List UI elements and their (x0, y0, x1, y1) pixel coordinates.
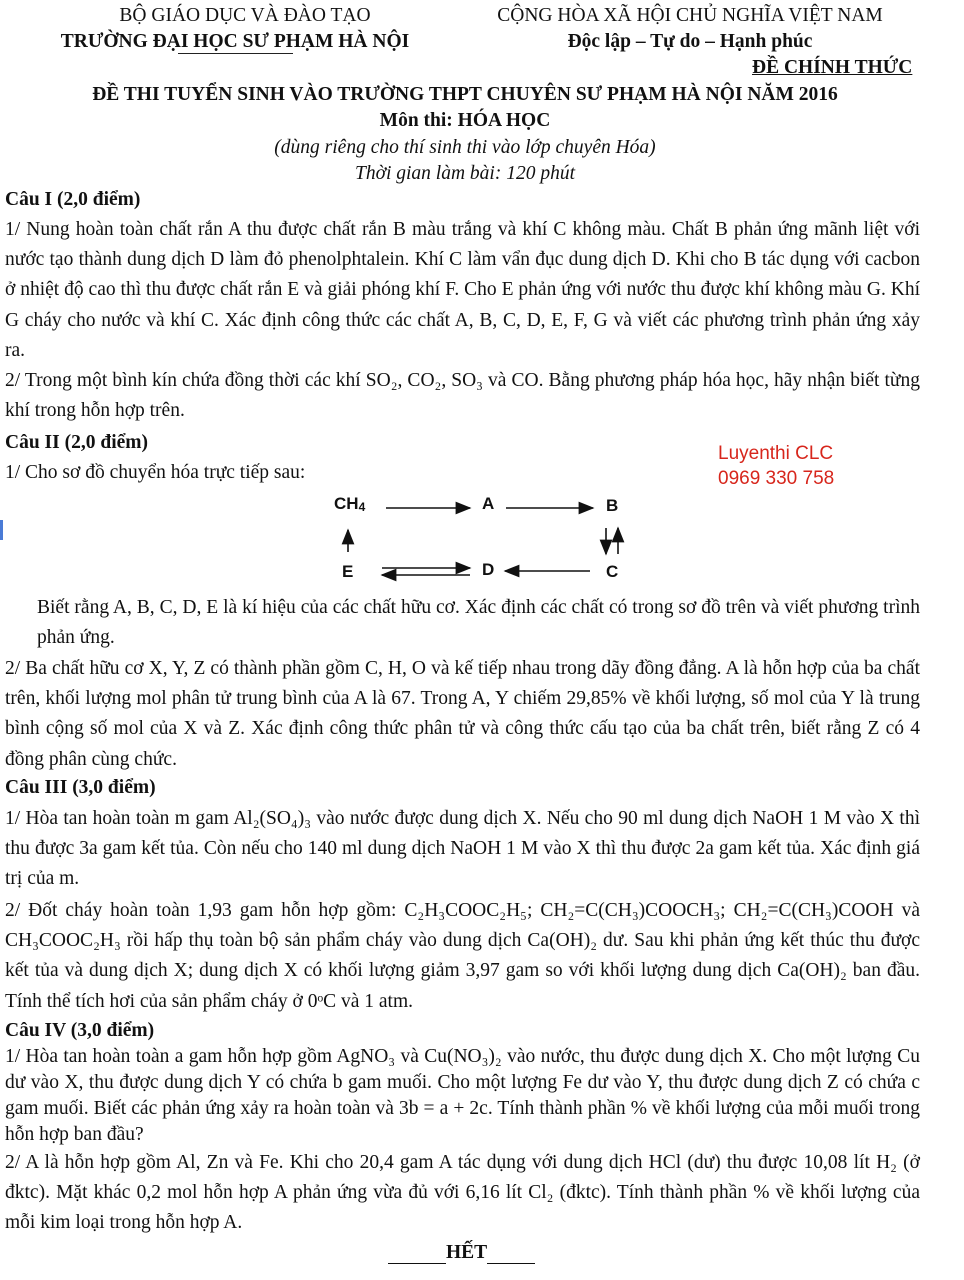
question-3-part-1: 1/ Hòa tan hoàn toàn m gam Al₂(SO₄)₃ vào nước được dung dịch X. Nếu cho 90 ml dung dịch NaOH 1 M vào X thì thu được 3a gam kết tủa. Còn nếu cho 140 ml dung dịch NaOH 1 M vào X thì thu được 2a gam kết tủa. Xác định giá trị của m. (5, 808, 920, 890)
conversion-diagram (300, 490, 660, 590)
watermark-stamp-name: Luyenthi CLC (718, 443, 834, 464)
republic-name: CỘNG HÒA XÃ HỘI CHỦ NGHĨA VIỆT NAM (497, 5, 883, 26)
question-4-part-1: 1/ Hòa tan hoàn toàn a gam hỗn hợp gồm AgNO₃ và Cu(NO₃)₂ vào nước, thu được dung dịch X. Cho một lượng Cu dư vào X, thu được dung dịch Y có chứa b gam muối. Cho một lượng Fe dư vào Y, thu được dung dịch Z có chứa c gam muối. Biết các phản ứng xảy ra hoàn toàn và 3b = a + 2c. Tính thành phần % về khối lượng của mỗi muối trong hỗn hợp ban đầu? (5, 1046, 920, 1145)
page-edge-mark (0, 520, 3, 540)
official-mark: ĐỀ CHÍNH THỨC (752, 57, 913, 78)
question-2-part-2: 2/ Ba chất hữu cơ X, Y, Z có thành phần gồm C, H, O và kế tiếp nhau trong dãy đồng đẳng. A là hỗn hợp của ba chất trên, khối lượng mol phân tử trung bình của A là 67. Trong A, Y chiếm 29,85% về khối lượng, số mol của Y là trung bình cộng số mol của X và Z. Xác định công thức phân tử và công thức cấu tạo của ba chất trên, biết rằng Z có 4 đồng phân cùng chức. (5, 658, 920, 770)
end-mark: HẾT (388, 1242, 535, 1264)
ministry-name: BỘ GIÁO DỤC VÀ ĐÀO TẠO (119, 5, 371, 26)
diagram-node-b: B (606, 496, 619, 515)
question-4-title: Câu IV (3,0 điểm) (5, 1020, 155, 1041)
diagram-node-e: E (342, 562, 354, 581)
national-motto: Độc lập – Tự do – Hạnh phúc (567, 31, 813, 52)
question-3-part-2: 2/ Đốt cháy hoàn toàn 1,93 gam hỗn hợp gồm: C₂H₃COOC₂H₅; CH₂=C(CH₃)COOCH₃; CH₂=C(CH₃)COOH và CH₃COOC₂H₃ rồi hấp thụ toàn bộ sản phẩm cháy vào dung dịch Ca(OH)₂ dư. Sau khi phản ứng kết thúc thu được kết tủa và dung dịch X; dung dịch X có khối lượng giảm 3,97 gam so với khối lượng dung dịch Ca(OH)₂ ban đầu. Tính thể tích hơi của sản phẩm cháy ở 0ᵒC và 1 atm. (5, 900, 920, 1012)
watermark-stamp-phone: 0969 330 758 (718, 468, 835, 489)
question-4-part-2: 2/ A là hỗn hợp gồm Al, Zn và Fe. Khi cho 20,4 gam A tác dụng với dung dịch HCl (dư) thu được 10,08 lít H₂ (ở đktc). Mặt khác 0,2 mol hỗn hợp A phản ứng vừa đủ với 6,16 lít Cl₂ (đktc). Tính thành phần % về khối lượng của mỗi kim loại trong hỗn hợp A. (5, 1152, 920, 1234)
diagram-node-d: D (482, 560, 495, 579)
exam-title: ĐỀ THI TUYỂN SINH VÀO TRƯỜNG THPT CHUYÊN SƯ PHẠM HÀ NỘI NĂM 2016 (92, 84, 838, 105)
question-1-part-2: 2/ Trong một bình kín chứa đồng thời các khí SO₂, CO₂, SO₃ và CO. Bằng phương pháp hóa học, hãy nhận biết từng khí trong hỗn hợp trên. (5, 370, 920, 422)
school-underline (50, 53, 420, 54)
diagram-node-ch4: $CH_4$ (334, 494, 366, 514)
school-name: TRƯỜNG ĐẠI HỌC SƯ PHẠM HÀ NỘI (60, 31, 410, 52)
question-2-part-1-note: Biết rằng A, B, C, D, E là kí hiệu của các chất hữu cơ. Xác định các chất có trong sơ đồ trên và viết phương trình phản ứng. (37, 597, 920, 649)
question-2-part-1: 1/ Cho sơ đồ chuyển hóa trực tiếp sau: (5, 462, 306, 483)
exam-note: (dùng riêng cho thí sinh thi vào lớp chuyên Hóa) (274, 137, 656, 158)
question-1-title: Câu I (2,0 điểm) (5, 189, 141, 210)
diagram-node-a: A (482, 494, 495, 513)
question-1-part-1: 1/ Nung hoàn toàn chất rắn A thu được chất rắn B màu trắng và khí C không màu. Chất B phản ứng mãnh liệt với nước tạo thành dung dịch D làm đỏ phenolphtalein. Khí C làm vẩn đục dung dịch D. Khi cho B tác dụng với cacbon ở nhiệt độ cao thì thu được chất rắn E và giải phóng khí F. Cho E phản ứng với nước thu được khí không màu G. Khí G cháy cho nước và khí C. Xác định công thức các chất A, B, C, D, E, F, G và viết các phương trình phản ứng xảy ra. (5, 219, 920, 361)
question-3-title: Câu III (3,0 điểm) (5, 777, 156, 798)
exam-subject: Môn thi: HÓA HỌC (379, 110, 551, 131)
question-2-title: Câu II (2,0 điểm) (5, 432, 149, 453)
diagram-node-c: C (606, 562, 619, 581)
exam-time: Thời gian làm bài: 120 phút (354, 163, 576, 184)
